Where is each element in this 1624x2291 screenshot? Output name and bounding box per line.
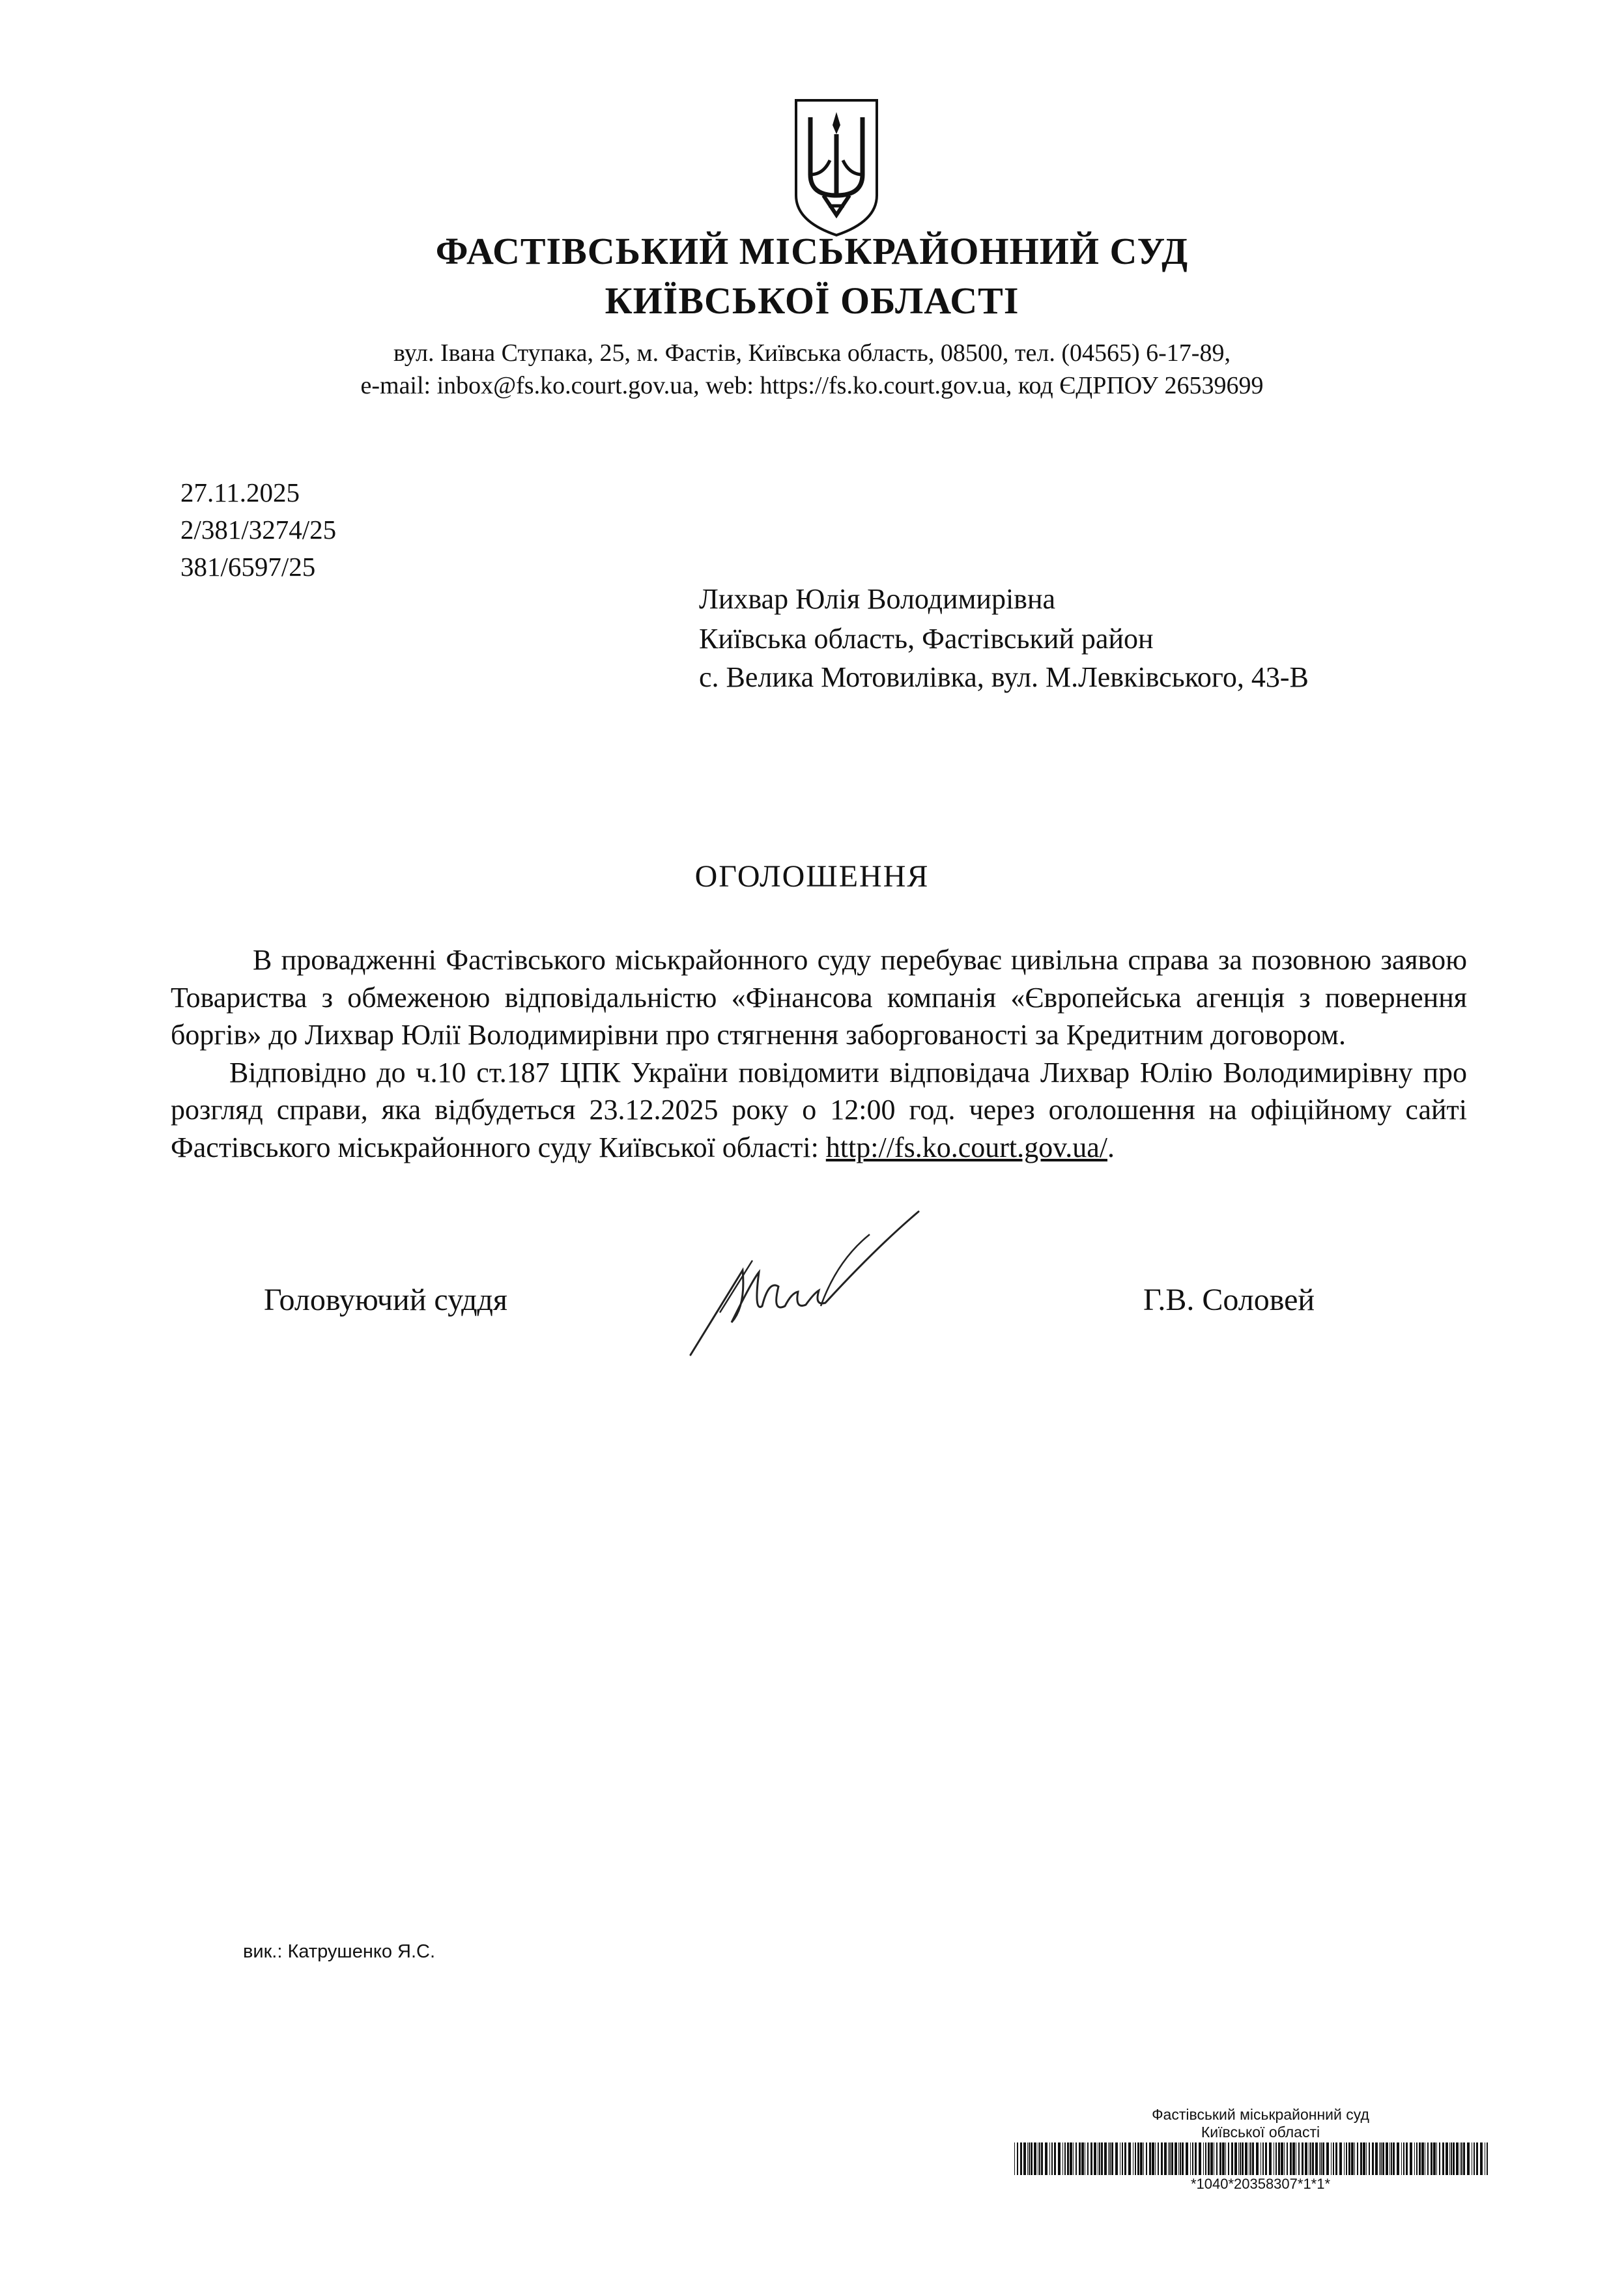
addressee-address-line1: Київська область, Фастівський район (699, 623, 1154, 655)
case-reference-1: 2/381/3274/25 (180, 515, 337, 545)
court-name-line1: ФАСТІВСЬКИЙ МІСЬКРАЙОННИЙ СУД (435, 230, 1189, 272)
stamp-court-region: Київської області (1201, 2124, 1320, 2141)
barcode-number: *1040*20358307*1*1* (1190, 2176, 1331, 2192)
document-date: 27.11.2025 (180, 477, 300, 507)
executor-name: вик.: Катрушенко Я.С. (243, 1941, 436, 1962)
judge-name: Г.В. Соловей (1143, 1283, 1315, 1317)
court-contact-line2: e-mail: inbox@fs.ko.court.gov.ua, web: https://fs.ko.court.gov.ua, код ЄДРПОУ 26539699 (360, 372, 1264, 399)
court-name-line2: КИЇВСЬКОЇ ОБЛАСТІ (605, 279, 1019, 322)
notice-body (171, 941, 1467, 1166)
stamp-court-name: Фастівський міськрайонний суд (1152, 2106, 1369, 2123)
notice-title: ОГОЛОШЕННЯ (694, 859, 930, 894)
trident-coat-of-arms-icon (793, 98, 879, 238)
court-website-link[interactable]: http://fs.ko.court.gov.ua/ (825, 1131, 1107, 1163)
notice-paragraph-2-text: Відповідно до ч.10 ст.187 ЦПК України повідомити відповідача Лихвар Юлію Володимирівну про розгляд справи, яка відбудеться 23.12.2025 року о 12:00 год. через оголошення на офіційному сайті Фастівського міськрайонного суду Київської області: (171, 1056, 1467, 1163)
case-reference-2: 381/6597/25 (180, 552, 316, 582)
addressee-address-line2: с. Велика Мотовилівка, вул. М.Левківського, 43-В (699, 661, 1309, 693)
notice-paragraph-1: В провадженні Фастівського міськрайонного суду перебуває цивільна справа за позовною заявою Товариства з обмеженою відповідальністю «Фінансова компанія «Європейська агенція з повернення боргів» до Лихвар Юлії Володимирівни про стягнення заборгованості за Кредитним договором. (171, 944, 1467, 1051)
notice-paragraph-2-end: . (1107, 1131, 1115, 1163)
notice-paragraph-2 (171, 1054, 1467, 1167)
handwritten-signature (681, 1208, 941, 1365)
barcode (1014, 2142, 1491, 2175)
court-contact-line1: вул. Івана Ступака, 25, м. Фастів, Київська область, 08500, тел. (04565) 6-17-89, (393, 339, 1231, 367)
addressee-name: Лихвар Юлія Володимирівна (699, 583, 1056, 615)
judge-role: Головуючий суддя (264, 1283, 507, 1317)
